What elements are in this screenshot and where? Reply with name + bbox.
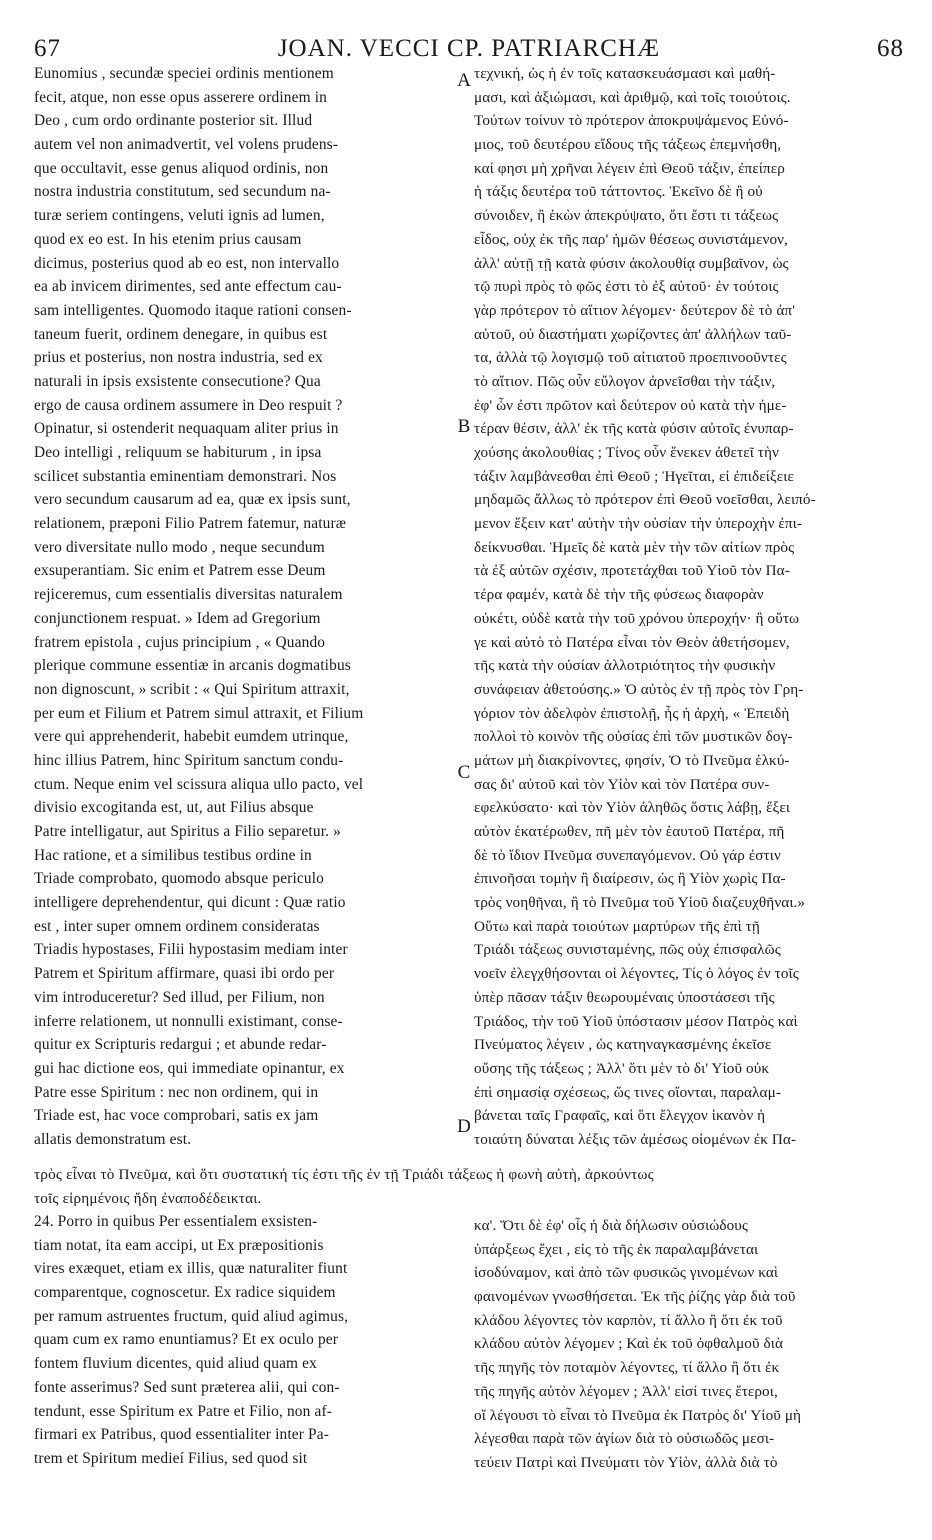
latin-line: gui hac dictione eos, qui immediate opinantur, ex	[34, 1059, 345, 1077]
latin-line: per ramum astruentes fructum, quid aliud agimus,	[34, 1307, 349, 1325]
latin-line: trem et Spiritum medieí Filius, sed quod sit	[34, 1449, 308, 1467]
latin-line: comparentque, cognoscetur. Ex radice siquidem	[34, 1284, 336, 1302]
latin-line: fonte asserimus? Sed sunt præterea alii, qui con-	[34, 1378, 340, 1396]
greek-line: τῆς κατὰ τὴν οὐσίαν ἀλλοτριότητος τὴν φυσικὴν	[474, 657, 776, 675]
greek-line: νοεῖν ἐλεγχθήσονται οἱ λέγοντες, Τίς ὁ λόγος ἐν τοῖς	[474, 965, 799, 983]
greek-line: εφελκύσατο· καὶ τὸν Υἱὸν ἀληθῶς ὅστις λάβῃ, ἕξει	[474, 799, 791, 817]
greek-line: τρὸς νοηθῆναι, ἢ τὸ Πνεῦμα τοῦ Υἱοῦ διαζευχθῆναι.»	[474, 894, 806, 912]
greek-line: κα'. Ὅτι δὲ ἐφ' οἷς ἡ διὰ δήλωσιν οὐσιώδους	[474, 1217, 749, 1234]
greek-line: Τριάδος, τὴν τοῦ Υἱοῦ ὑπόστασιν μέσον Πατρὸς καὶ	[474, 1012, 798, 1030]
greek-line: ἐπινοῆσαι τομὴν ἢ διαίρεσιν, ὡς ἢ Υἱὸν χωρὶς Πα-	[474, 870, 786, 888]
greek-line: βάνεται ταῖς Γραφαῖς, καὶ ὅτι ἔλεγχον ἱκανὸν ἡ	[474, 1107, 766, 1125]
greek-line: τὰ ἐξ αὐτῶν σχέσιν, προτετάχθαι τοῦ Υἱοῦ τὸν Πα-	[474, 562, 790, 580]
page-number-left: 67	[34, 35, 61, 62]
greek-spanning-line: τρὸς εἶναι τὸ Πνεῦμα, καὶ ὅτι συστατική τίς ἐστι τῆς ἐν τῇ Τριάδι τάξεως ἡ φωνὴ αὐτὴ, ἀρκούντως	[34, 1166, 654, 1183]
latin-line: non dignoscunt, » scribit : « Qui Spiritum attraxit,	[34, 680, 350, 698]
latin-line: Triadis hypostases, Filii hypostasim mediam inter	[34, 941, 348, 959]
greek-line: μηδαμῶς ἄλλως τὸ πρότερον ἐπὶ Θεοῦ νοεῖσθαι, λειπό-	[474, 491, 816, 509]
latin-line: plerique commune essentiæ in arcanis dogmatibus	[34, 657, 351, 675]
latin-line: rejiceremus, cum essentialis diversitas naturalem	[34, 586, 343, 604]
greek-column-top	[474, 62, 908, 1152]
greek-line: τα, ἀλλὰ τῷ λογισμῷ τοῦ αἰτιατοῦ προεπινοοῦντες	[474, 349, 787, 367]
greek-line: τῆς πηγῆς τὸν ποταμὸν λέγοντες, τί ἄλλο ἢ ὅτι ἐκ	[474, 1359, 780, 1377]
greek-line: Οὕτω καὶ παρὰ τοιούτων μαρτύρων τῆς ἐπὶ τῇ	[474, 917, 760, 935]
latin-line: taneum fuerit, ordinem denegare, in quibus est	[34, 325, 328, 343]
greek-line: φαινομένων γνωσθήσεται. Ἐκ τῆς ῥίζης γὰρ διὰ τοῦ	[474, 1288, 796, 1306]
latin-line: intelligere deprehendentur, qui dicunt : Quæ ratio	[34, 894, 346, 912]
greek-line: γε καὶ αὐτὸ τὸ Πατέρα εἶναι τὸν Θεὸν ἀθετήσομεν,	[474, 633, 790, 651]
latin-line: Deo , cum ordo ordinante posterior sit. Illud	[34, 112, 313, 130]
greek-line: οὔσης τῆς τάξεως ; Ἀλλ' ὅτι μὲν τὸ δι' Υἱοῦ οὐκ	[474, 1059, 770, 1077]
greek-line: μιος, τοῦ δευτέρου εἴδους τῆς τάξεως ἐπεμνήσθη,	[474, 136, 782, 154]
greek-line: κλάδου λέγοντες τὸν καρπὸν, τί ἄλλο ἢ ὅτι ἐκ τοῦ	[474, 1311, 783, 1329]
latin-line: vim introduceretur? Sed illud, per Filium, non	[34, 988, 325, 1006]
latin-line: dicimus, posterius quod ab eo est, non intervallo	[34, 254, 340, 272]
greek-line: οὐκέτι, οὐδὲ κατὰ τὴν τοῦ χρόνου ὑπεροχήν· ἢ οὕτω	[474, 609, 800, 627]
greek-line: δὲ τὸ ἴδιον Πνεῦμα συνεπαγόμενον. Οὐ γάρ ἐστιν	[474, 846, 781, 864]
latin-line: vere qui apprehenderit, habebit eumdem utrinque,	[34, 728, 349, 746]
greek-line: τέρα φαμέν, κατὰ δὲ τὴν τῆς φύσεως διαφορὰν	[474, 586, 764, 604]
latin-line: Hac ratione, et a similibus testibus ordine in	[34, 846, 312, 864]
running-title: JOAN. VECCI CP. PATRIARCHÆ	[277, 35, 661, 62]
greek-line: χούσης ἀκολουθίας ; Τίνος οὖν ἕνεκεν ἀθετεῖ τὴν	[474, 444, 779, 461]
latin-line: que occultavit, esse genus aliquod ordinis, non	[34, 159, 329, 177]
margin-marker-a: A	[457, 70, 471, 91]
greek-line: αὐτὸν ἑκατέρωθεν, πῆ μὲν τὸν ἑαυτοῦ Πατέρα, πῆ	[474, 823, 785, 840]
latin-line: sam intelligentes. Quomodo itaque rationi consen-	[34, 301, 352, 319]
latin-line: vero secundum causarum ad ea, quæ ex ipsis sunt,	[34, 491, 351, 509]
margin-marker-c: C	[457, 762, 471, 783]
margin-marker-d: D	[457, 1116, 471, 1137]
latin-line: divisio excogitanda est, ut, aut Filius absque	[34, 799, 314, 817]
greek-line: οἵ λέγουσι τὸ εἶναι τὸ Πνεῦμα ἐκ Πατρὸς δι' Υἱοῦ μὴ	[474, 1406, 802, 1424]
latin-line: Eunomius , secundæ speciei ordinis mentionem	[34, 65, 334, 82]
greek-line: κλάδου αὐτὸν λέγομεν ; Καὶ ἐκ τοῦ ὀφθαλμοῦ διὰ	[474, 1335, 784, 1353]
greek-line: τῷ πυρὶ πρὸς τὸ φῶς ἐστι τὸ ἐξ αὐτοῦ· ἐν τούτοις	[474, 278, 779, 296]
greek-line: τεχνική, ὡς ἡ ἐν τοῖς κατασκευάσμασι καὶ μαθή-	[474, 65, 776, 82]
latin-line: fratrem epistola , cujus principium , « Quando	[34, 633, 326, 651]
latin-line: firmari ex Patribus, quod essentialiter inter Pa-	[34, 1426, 329, 1444]
latin-column-bottom	[34, 1210, 456, 1471]
page-header	[34, 32, 904, 66]
greek-line: μενον ἕξειν κατ' αὐτὴν τὴν οὐσίαν τὴν ὑπεροχὴν ἐπι-	[474, 515, 803, 533]
greek-spanning-line: τοῖς εἰρημένοις ἤδη ἐναποδέδεικται.	[34, 1189, 262, 1207]
latin-line: turæ seriem contingens, veluti ignis ad lumen,	[34, 207, 325, 225]
latin-line: tendunt, esse Spiritum ex Patre et Filio, non af-	[34, 1402, 333, 1420]
latin-line: allatis demonstratum est.	[34, 1130, 192, 1148]
greek-line: δείκνυσθαι. Ἡμεῖς δὲ κατὰ μὲν τὴν τῶν αἰτίων πρὸς	[474, 538, 795, 556]
greek-line: μάτων μὴ διακρίνοντες, φησίν, Ὁ τὸ Πνεῦμα ἑλκύ-	[474, 751, 790, 769]
latin-line: prius et posterius, non nostra industria, sed ex	[34, 349, 323, 367]
latin-line: ea ab invicem dirimentes, sed ante effectum cau-	[34, 278, 342, 296]
latin-line: Patrem et Spiritum affirmare, quasi ibi ordo per	[34, 965, 335, 983]
latin-line: inferre relationem, ut nonnulli existimant, conse-	[34, 1012, 343, 1030]
greek-line: Τούτων τοίνυν τὸ πρότερον ἀποκρυψάμενος Εὐνό-	[474, 112, 789, 130]
margin-marker-b: B	[457, 416, 471, 437]
latin-line: quod ex eo est. In his etenim prius causam	[34, 230, 302, 248]
greek-line: πολλοὶ τὸ κοινὸν τῆς οὐσίας ἐπὶ τῶν μυστικῶν δογ-	[474, 728, 793, 746]
latin-line: est , inter super omnem ordinem consideratas	[34, 917, 320, 935]
latin-line: Patre intelligatur, aut Spiritus a Filio separetur. »	[34, 823, 341, 840]
page-number-right: 68	[877, 35, 904, 62]
latin-line: naturali in ipsis exsistente consecutione? Qua	[34, 372, 321, 390]
latin-line: exsuperantiam. Sic enim et Patrem esse Deum	[34, 562, 326, 580]
latin-line: 24. Porro in quibus Per essentialem exsisten-	[34, 1213, 318, 1230]
greek-line: ἰσοδύναμον, καὶ ἀπὸ τῶν φυσικῶς γινομένων καὶ	[474, 1264, 779, 1282]
latin-line: quitur ex Scripturis redargui ; et abunde redar-	[34, 1036, 327, 1054]
greek-line: μασι, καὶ ἀξιώμασι, καὶ ἀριθμῷ, καὶ τοῖς τοιούτοις.	[474, 88, 791, 106]
greek-line: Τριάδι τάξεως συνισταμένης, πῶς οὐχ ἐπισφαλῶς	[474, 941, 781, 959]
latin-line: fontem fluvium dicentes, quid aliud quam ex	[34, 1355, 317, 1373]
greek-line: ἐπὶ σημασίᾳ σχέσεως, ὥς τινες οἴονται, παραλαμ-	[474, 1083, 781, 1101]
latin-column-top	[34, 62, 456, 1152]
greek-line: ὑπὲρ πᾶσαν τάξιν θεωρουμέναις ὑποστάσεσι τῆς	[474, 988, 775, 1006]
latin-line: hinc illius Patrem, hinc Spiritum sanctum condu-	[34, 751, 344, 769]
latin-line: Deo intelligi , reliquum se habiturum , in ipsa	[34, 444, 322, 461]
greek-line: σύνοιδεν, ἢ ἑκὼν ἀπεκρύψατο, ὅτι ἔστι τι τάξεως	[474, 207, 779, 225]
greek-spanning-lines	[34, 1163, 908, 1210]
latin-line: ergo de causa ordinem assumere in Deo respuit ?	[34, 396, 343, 414]
latin-line: nostra industria constitutum, sed secundum na-	[34, 183, 331, 201]
latin-line: Triade est, hac voce comprobari, satis ex jam	[34, 1107, 319, 1125]
greek-line: τῆς πηγῆς αὐτὸν λέγομεν ; Ἀλλ' εἰσί τινες ἕτεροι,	[474, 1382, 778, 1400]
latin-line: vero diversitate nullo modo , neque secundum	[34, 538, 325, 556]
latin-line: fecit, atque, non esse opus asserere ordinem in	[34, 88, 327, 106]
greek-line: συνάφειαν ἀθετούσης.» Ὁ αὐτὸς ἐν τῇ πρὸς τὸν Γρη-	[474, 680, 804, 698]
greek-line: ἡ τάξις δευτέρα τοῦ τάττοντος. Ἐκεῖνο δὲ ἢ οὐ	[474, 183, 763, 201]
greek-line: ἐφ' ὧν ἐστι πρῶτον καὶ δεύτερον οὐ κατὰ τὴν ἡμε-	[474, 396, 787, 414]
latin-line: Triade comprobato, quomodo absque periculo	[34, 870, 324, 888]
latin-line: scilicet substantia eminentiam demonstrari. Nos	[34, 467, 337, 485]
latin-line: Opinatur, si ostenderit nequaquam aliter prius in	[34, 420, 339, 438]
greek-line: αὐτοῦ, οὐ διαστήματι χωρίζοντες ἀπ' ἀλλήλων ταῦ-	[474, 325, 792, 343]
latin-line: tiam notat, ita eam accipi, ut Ex præpositionis	[34, 1236, 324, 1254]
latin-line: autem vel non animadvertit, vel volens prudens-	[34, 136, 339, 154]
greek-line: τὸ αἴτιον. Πῶς οὖν εὔλογον ἀρνεῖσθαι τὴν τάξιν,	[474, 372, 776, 390]
greek-line: ὑπάρξεως ἔχει , εἰς τὸ τῆς ἐκ παραλαμβάνεται	[474, 1240, 759, 1258]
latin-line: ctum. Neque enim vel scissura aliqua ullo pacto, vel	[34, 775, 364, 793]
greek-line: λέγεσθαι παρὰ τῶν ἁγίων διὰ τὸ οὐσιωδῶς μεσι-	[474, 1430, 775, 1448]
greek-line: γὰρ πρότερον τὸ αἴτιον λέγομεν· δεύτερον δὲ τὸ ἀπ'	[474, 301, 796, 319]
greek-line: γόριον τὸν ἀδελφὸν ἐπιστολῇ, ἧς ἡ ἀρχὴ, « Ἐπειδὴ	[474, 704, 790, 722]
greek-line: εἶδος, οὐχ ἐκ τῆς παρ' ἡμῶν θέσεως συνιστάμενον,	[474, 230, 789, 248]
greek-column-bottom	[474, 1214, 908, 1475]
latin-line: quam cum ex ramo enuntiamus? Et ex oculo per	[34, 1331, 339, 1349]
latin-line: vires exæquet, etiam ex illis, quæ naturaliter fiunt	[34, 1260, 348, 1278]
latin-line: relationem, præponi Filio Patrem fatemur, naturæ	[34, 515, 347, 533]
latin-line: conjunctionem respuat. » Idem ad Gregorium	[34, 609, 321, 627]
greek-line: σας δι' αὐτοῦ καὶ τὸν Υἱὸν καὶ τὸν Πατέρα συν-	[474, 775, 770, 793]
greek-line: τάξιν λαμβάνεσθαι ἐπὶ Θεοῦ ; Ἡγεῖται, εἰ ἐπιδείξειε	[474, 467, 794, 485]
greek-line: τοιαύτη δύναται λέξις τῶν ἀμέσως οἰομένων ἐκ Πα-	[474, 1130, 797, 1148]
greek-line: Πνεύματος λέγειν , ὡς κατηναγκασμένης ἐκεῖσε	[474, 1036, 772, 1054]
greek-line: τεύειν Πατρὶ καὶ Πνεύματι τὸν Υἱὸν, ἀλλὰ διὰ τὸ	[474, 1453, 778, 1471]
latin-line: per eum et Filium et Patrem simul attraxit, et Filium	[34, 704, 364, 722]
greek-line: τέραν θέσιν, ἀλλ' ἐκ τῆς κατὰ φύσιν αὐτοῖς ἐνυπαρ-	[474, 420, 794, 438]
latin-line: Patre esse Spiritum : nec non ordinem, qui in	[34, 1083, 319, 1101]
greek-line: ἀλλ' αὐτῇ τῇ κατὰ φύσιν ἀκολουθίᾳ συμβαῖνον, ὡς	[474, 254, 789, 272]
greek-line: καί φησι μὴ χρῆναι λέγειν ἐπὶ Θεοῦ τάξιν, ἐπείπερ	[474, 159, 785, 177]
